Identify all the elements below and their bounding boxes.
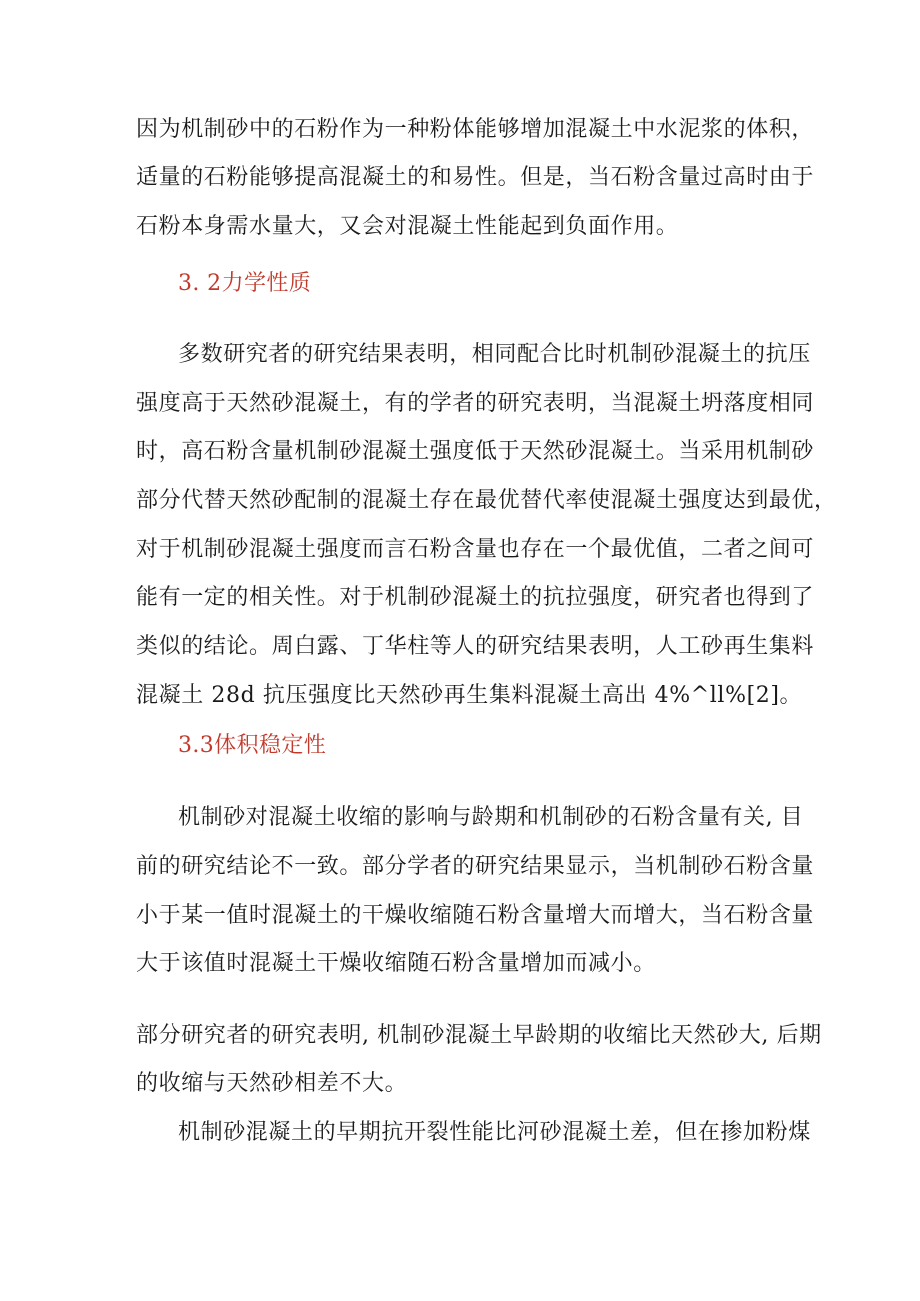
text-line: 前的研究结论不一致。部分学者的研究结果显示，当机制砂石粉含量 bbox=[136, 854, 815, 879]
text-line: 机制砂对混凝土收缩的影响与龄期和机制砂的石粉含量有关, 目 bbox=[178, 805, 804, 830]
text-line: 类似的结论。周白露、丁华柱等人的研究结果表明，人工砂再生集料 bbox=[136, 634, 815, 659]
text-line: 部分研究者的研究表明, 机制砂混凝土早龄期的收缩比天然砂大, 后期 bbox=[136, 1023, 822, 1048]
text-line: 能有一定的相关性。对于机制砂混凝土的抗拉强度，研究者也得到了 bbox=[136, 585, 815, 610]
text-line: 强度高于天然砂混凝土，有的学者的研究表明，当混凝土坍落度相同 bbox=[136, 391, 815, 416]
text-line: 小于某一值时混凝土的干燥收缩随石粉含量增大而增大，当石粉含量 bbox=[136, 903, 815, 928]
text-line: 对于机制砂混凝土强度而言石粉含量也存在一个最优值，二者之间可 bbox=[136, 537, 815, 562]
text-line: 时，高石粉含量机制砂混凝土强度低于天然砂混凝土。当采用机制砂 bbox=[136, 439, 815, 464]
text-line: 石粉本身需水量大，又会对混凝土性能起到负面作用。 bbox=[136, 214, 679, 239]
text-line: 的收缩与天然砂相差不大。 bbox=[136, 1071, 408, 1096]
text-line: 混凝土 28d 抗压强度比天然砂再生集料混凝土高出 4%^ll%[2]。 bbox=[136, 683, 803, 708]
text-line: 多数研究者的研究结果表明，相同配合比时机制砂混凝土的抗压 bbox=[178, 342, 811, 367]
section-heading-3-2: 3. 2力学性质 bbox=[178, 271, 312, 296]
text-line: 因为机制砂中的石粉作为一种粉体能够增加混凝土中水泥浆的体积， bbox=[136, 117, 815, 142]
text-line: 适量的石粉能够提高混凝土的和易性。但是，当石粉含量过高时由于 bbox=[136, 165, 815, 190]
section-heading-3-3: 3.3体积稳定性 bbox=[178, 733, 327, 758]
text-line: 机制砂混凝土的早期抗开裂性能比河砂混凝土差，但在掺加粉煤 bbox=[178, 1120, 811, 1145]
text-line: 部分代替天然砂配制的混凝土存在最优替代率使混凝土强度达到最优， bbox=[136, 488, 837, 513]
text-line: 大于该值时混凝土干燥收缩随石粉含量增加而减小。 bbox=[136, 951, 656, 976]
